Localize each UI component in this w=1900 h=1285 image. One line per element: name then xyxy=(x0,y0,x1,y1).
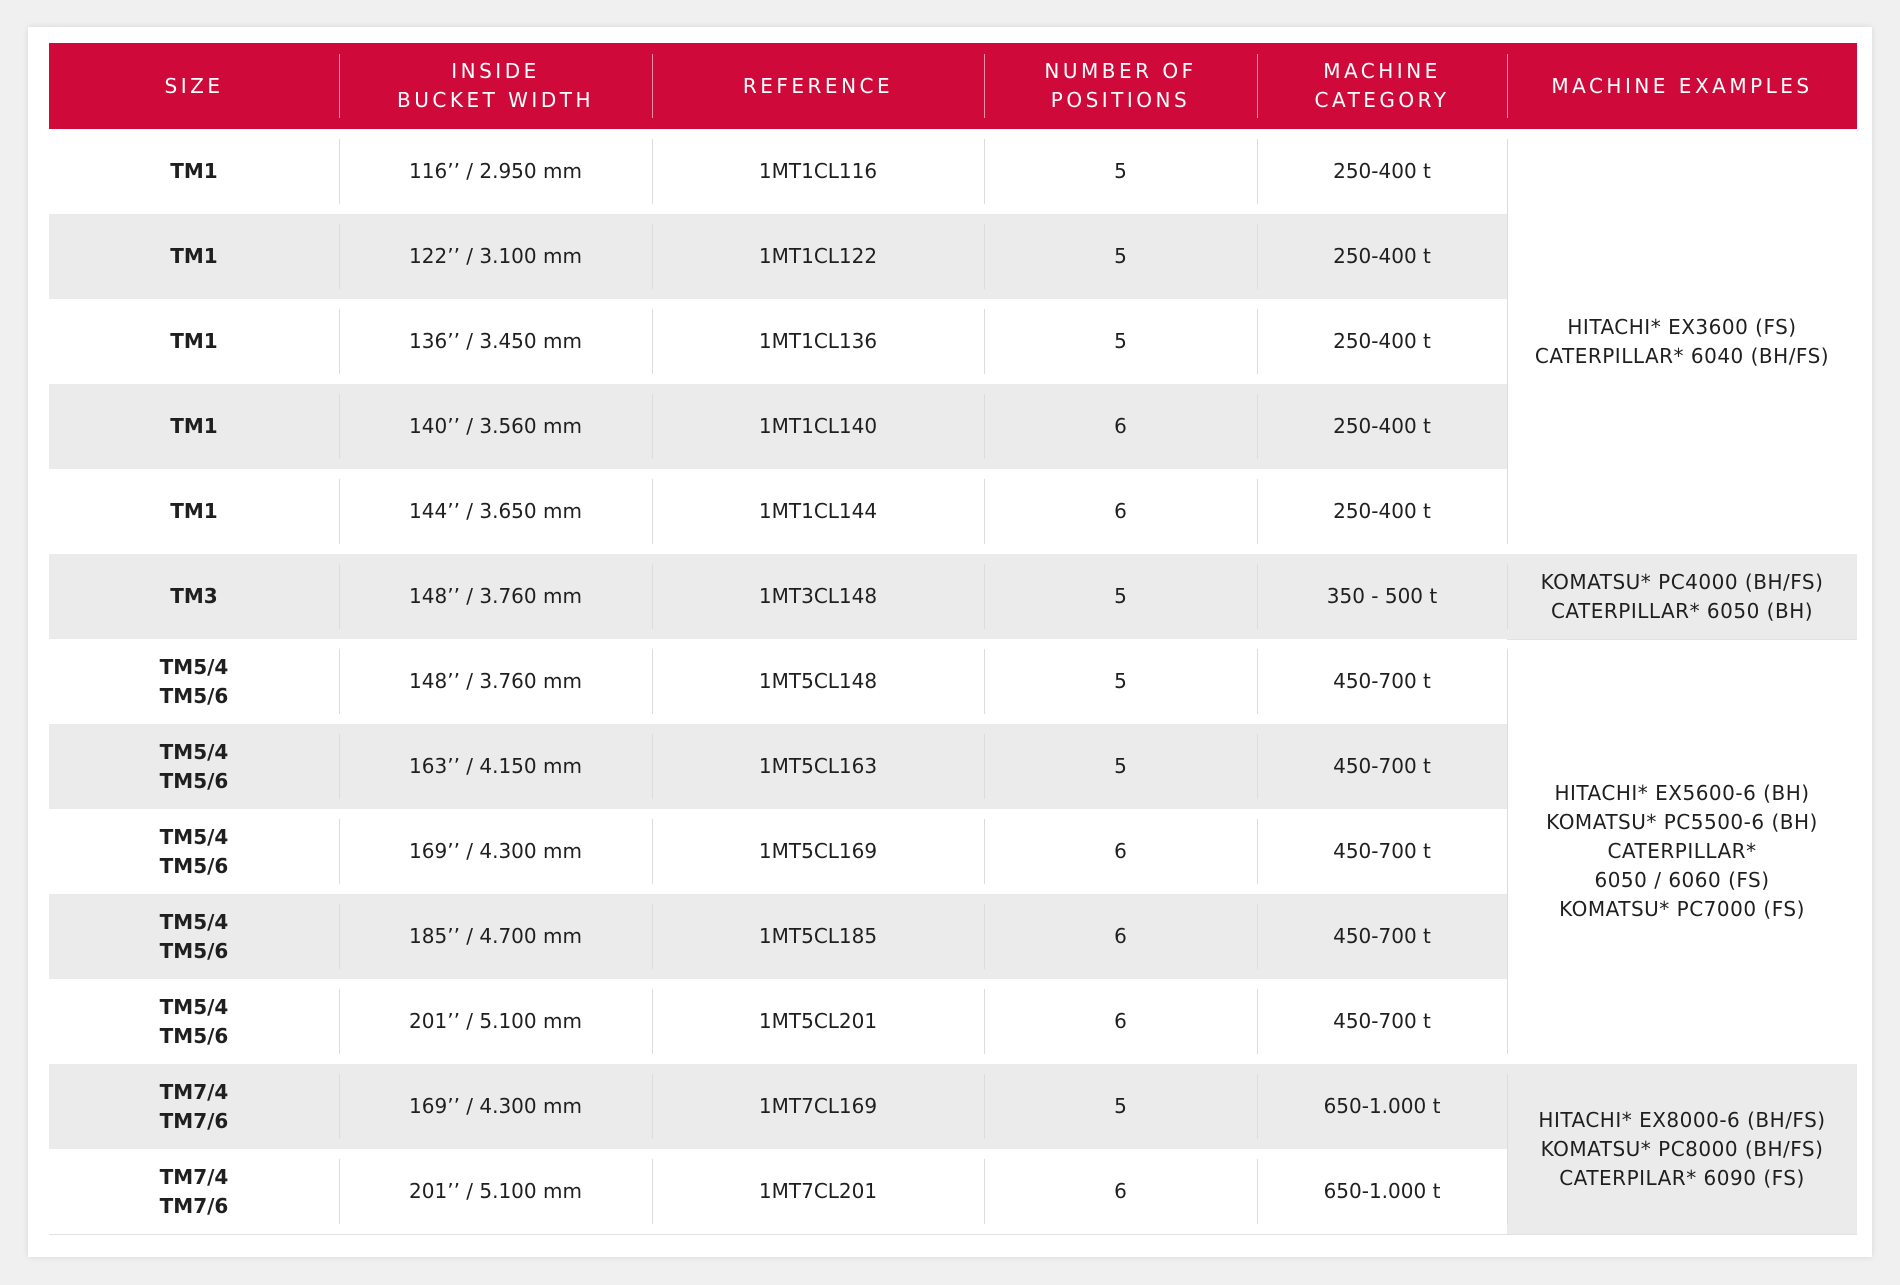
cell-bucket-width: 116’’ / 2.950 mm xyxy=(339,129,652,214)
cell-machine-category: 250-400 t xyxy=(1257,469,1507,554)
table-row xyxy=(49,809,1507,894)
header-category-line1: MACHINE xyxy=(1323,59,1441,83)
table-row xyxy=(49,894,1507,979)
cell-size xyxy=(49,384,339,469)
cell-size-line: TM7/4 xyxy=(159,1164,229,1189)
header-size xyxy=(49,43,339,129)
cell-reference: 1MT5CL163 xyxy=(652,724,984,809)
cell-bucket-width: 201’’ / 5.100 mm xyxy=(339,1149,652,1234)
cell-positions: 6 xyxy=(984,469,1257,554)
cell-size xyxy=(49,979,339,1064)
machine-examples-cell xyxy=(1507,129,1857,554)
cell-positions: 6 xyxy=(984,894,1257,979)
cell-bucket-width: 136’’ / 3.450 mm xyxy=(339,299,652,384)
cell-positions: 5 xyxy=(984,129,1257,214)
cell-size xyxy=(49,724,339,809)
cell-size-line: TM7/6 xyxy=(159,1108,229,1133)
header-reference xyxy=(652,43,984,129)
header-machine-examples xyxy=(1507,43,1857,129)
cell-size-line: TM1 xyxy=(170,159,218,183)
cell-size-line: TM7/4 xyxy=(159,1079,229,1104)
cell-machine-category: 450-700 t xyxy=(1257,979,1507,1064)
cell-positions: 6 xyxy=(984,1149,1257,1234)
cell-size-line: TM5/4 xyxy=(159,654,229,679)
machine-example-line: KOMATSU* PC4000 (BH/FS) xyxy=(1540,569,1824,594)
cell-reference: 1MT1CL136 xyxy=(652,299,984,384)
cell-bucket-width: 148’’ / 3.760 mm xyxy=(339,554,652,639)
cell-machine-category: 450-700 t xyxy=(1257,639,1507,724)
cell-machine-category: 450-700 t xyxy=(1257,809,1507,894)
machine-examples-cell xyxy=(1507,554,1857,639)
header-positions xyxy=(984,43,1257,129)
cell-size-line: TM5/6 xyxy=(159,683,229,708)
header-machine-category xyxy=(1257,43,1507,129)
cell-positions: 6 xyxy=(984,384,1257,469)
machine-examples-cell xyxy=(1507,1064,1857,1234)
cell-size xyxy=(49,214,339,299)
table-row xyxy=(49,129,1507,214)
cell-positions: 5 xyxy=(984,1064,1257,1149)
cell-size-line: TM5/4 xyxy=(159,994,229,1019)
cell-bucket-width: 140’’ / 3.560 mm xyxy=(339,384,652,469)
cell-bucket-width: 163’’ / 4.150 mm xyxy=(339,724,652,809)
machine-example-line: KOMATSU* PC8000 (BH/FS) xyxy=(1540,1136,1824,1161)
cell-size xyxy=(49,809,339,894)
cell-reference: 1MT1CL144 xyxy=(652,469,984,554)
cell-size-line: TM5/6 xyxy=(159,853,229,878)
cell-machine-category: 250-400 t xyxy=(1257,129,1507,214)
cell-size-line: TM5/6 xyxy=(159,1023,229,1048)
cell-machine-category: 650-1.000 t xyxy=(1257,1064,1507,1149)
cell-bucket-width: 201’’ / 5.100 mm xyxy=(339,979,652,1064)
cell-size xyxy=(49,129,339,214)
table-row xyxy=(49,724,1507,809)
machine-example-line: CATERPILLAR* 6040 (BH/FS) xyxy=(1534,343,1830,368)
table-row xyxy=(49,1149,1507,1234)
cell-reference: 1MT5CL185 xyxy=(652,894,984,979)
cell-positions: 5 xyxy=(984,214,1257,299)
machine-example-line: HITACHI* EX8000-6 (BH/FS) xyxy=(1538,1107,1826,1132)
cell-size-line: TM5/4 xyxy=(159,909,229,934)
cell-machine-category: 450-700 t xyxy=(1257,894,1507,979)
table-row xyxy=(49,214,1507,299)
table-bottom-border xyxy=(49,1234,1857,1235)
product-table xyxy=(49,43,1857,1239)
cell-bucket-width: 144’’ / 3.650 mm xyxy=(339,469,652,554)
table-row xyxy=(49,979,1507,1064)
cell-positions: 6 xyxy=(984,809,1257,894)
cell-machine-category: 250-400 t xyxy=(1257,384,1507,469)
cell-size xyxy=(49,299,339,384)
cell-bucket-width: 148’’ / 3.760 mm xyxy=(339,639,652,724)
cell-bucket-width: 122’’ / 3.100 mm xyxy=(339,214,652,299)
cell-reference: 1MT3CL148 xyxy=(652,554,984,639)
header-bucket-width-line2: BUCKET WIDTH xyxy=(397,88,594,112)
header-reference-text: REFERENCE xyxy=(742,73,894,98)
machine-example-line: CATERPILLAR* xyxy=(1607,839,1757,863)
cell-size xyxy=(49,894,339,979)
cell-size xyxy=(49,1064,339,1149)
cell-bucket-width: 185’’ / 4.700 mm xyxy=(339,894,652,979)
cell-size xyxy=(49,639,339,724)
table-row xyxy=(49,299,1507,384)
cell-positions: 5 xyxy=(984,724,1257,809)
machine-example-line: HITACHI* EX3600 (FS) xyxy=(1567,314,1797,339)
table-row xyxy=(49,1064,1507,1149)
cell-bucket-width: 169’’ / 4.300 mm xyxy=(339,809,652,894)
header-bucket-width-line1: INSIDE xyxy=(451,59,540,83)
cell-size-line: TM1 xyxy=(170,414,218,438)
cell-size xyxy=(49,469,339,554)
table-row xyxy=(49,639,1507,724)
machine-example-line: KOMATSU* PC5500-6 (BH) xyxy=(1546,810,1818,834)
cell-size-line: TM1 xyxy=(170,499,218,523)
table-row xyxy=(49,384,1507,469)
cell-machine-category: 450-700 t xyxy=(1257,724,1507,809)
machine-example-line: CATERPILLAR* 6050 (BH) xyxy=(1550,598,1814,623)
cell-machine-category: 250-400 t xyxy=(1257,299,1507,384)
cell-machine-category: 250-400 t xyxy=(1257,214,1507,299)
table-row xyxy=(49,469,1507,554)
cell-positions: 5 xyxy=(984,639,1257,724)
machine-examples-cell xyxy=(1507,639,1857,1064)
machine-example-line: CATERPILAR* 6090 (FS) xyxy=(1559,1165,1805,1190)
cell-machine-category: 350 - 500 t xyxy=(1257,554,1507,639)
machine-example-line: 6050 / 6060 (FS) xyxy=(1594,868,1770,892)
cell-size-line: TM5/6 xyxy=(159,768,229,793)
cell-size-line: TM5/4 xyxy=(159,824,229,849)
cell-size-line: TM5/4 xyxy=(159,739,229,764)
cell-size xyxy=(49,1149,339,1234)
machine-example-line: HITACHI* EX5600-6 (BH) xyxy=(1554,781,1810,805)
cell-reference: 1MT1CL122 xyxy=(652,214,984,299)
cell-positions: 5 xyxy=(984,554,1257,639)
table-row xyxy=(49,554,1507,639)
cell-reference: 1MT1CL116 xyxy=(652,129,984,214)
cell-size-line: TM1 xyxy=(170,244,218,268)
cell-reference: 1MT5CL169 xyxy=(652,809,984,894)
cell-size-line: TM1 xyxy=(170,329,218,353)
cell-size xyxy=(49,554,339,639)
header-bucket-width xyxy=(339,43,652,129)
cell-size-line: TM5/6 xyxy=(159,938,229,963)
cell-reference: 1MT7CL169 xyxy=(652,1064,984,1149)
cell-size-line: TM7/6 xyxy=(159,1193,229,1218)
header-positions-line2: POSITIONS xyxy=(1050,88,1191,112)
cell-size-line: TM3 xyxy=(170,584,218,608)
cell-positions: 5 xyxy=(984,299,1257,384)
header-positions-line1: NUMBER OF xyxy=(1044,59,1197,83)
header-examples-text: MACHINE EXAMPLES xyxy=(1551,73,1813,98)
table-body xyxy=(49,129,1857,1239)
cell-bucket-width: 169’’ / 4.300 mm xyxy=(339,1064,652,1149)
header-category-line2: CATEGORY xyxy=(1314,88,1450,112)
machine-example-line: KOMATSU* PC7000 (FS) xyxy=(1559,897,1805,921)
cell-reference: 1MT5CL201 xyxy=(652,979,984,1064)
cell-reference: 1MT7CL201 xyxy=(652,1149,984,1234)
header-size-text: SIZE xyxy=(164,73,224,98)
cell-positions: 6 xyxy=(984,979,1257,1064)
table-header xyxy=(49,43,1857,129)
cell-reference: 1MT5CL148 xyxy=(652,639,984,724)
cell-reference: 1MT1CL140 xyxy=(652,384,984,469)
cell-machine-category: 650-1.000 t xyxy=(1257,1149,1507,1234)
